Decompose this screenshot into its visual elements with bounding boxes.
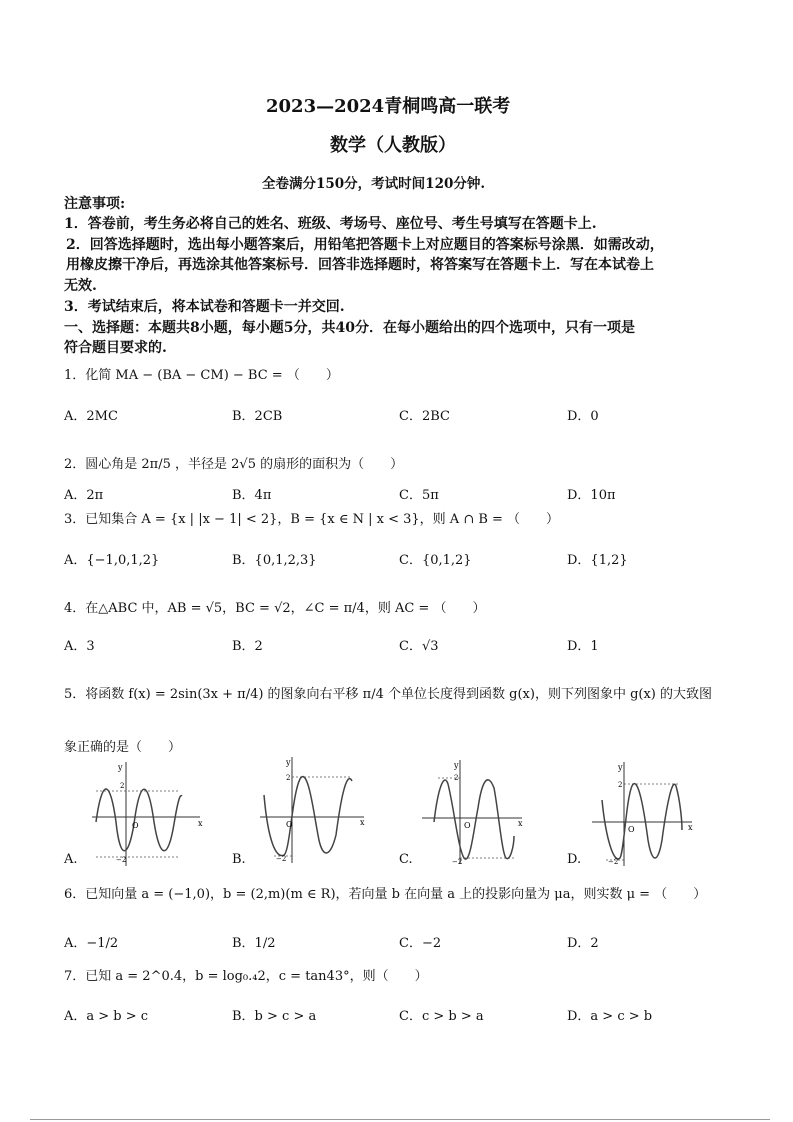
- q1-option-a[interactable]: A．2MC: [64, 409, 118, 424]
- origin-label: O: [464, 821, 471, 830]
- q7-option-a[interactable]: A．a > b > c: [64, 1009, 149, 1024]
- q3-option-c[interactable]: C．{0,1,2}: [399, 553, 472, 568]
- q6-option-b[interactable]: B．1/2: [232, 936, 276, 951]
- q3-stem: 3．已知集合 A = {x | |x − 1| < 2}，B = {x ∈ N | x < 3}，则 A ∩ B = （ ）: [64, 512, 560, 527]
- q2-option-a[interactable]: A．2π: [64, 488, 104, 503]
- ymax-label: 2: [454, 774, 459, 782]
- q5-stem-line-1: 5．将函数 f(x) = 2sin(3x + π/4) 的图象向右平移 π/4 个单位长度得到函数 g(x)，则下列图象中 g(x) 的大致图: [64, 687, 713, 702]
- q2-option-d[interactable]: D．10π: [567, 488, 616, 503]
- q5-graph-c: [418, 758, 538, 868]
- ymax-label: 2: [618, 781, 623, 789]
- origin-label: O: [132, 821, 139, 830]
- q1-option-d[interactable]: D．0: [567, 409, 599, 424]
- q7-stem: 7．已知 a = 2^0.4，b = log₀.₄2，c = tan43°，则（ ）: [64, 969, 428, 984]
- ymin-label: −2: [116, 856, 127, 864]
- q4-option-a[interactable]: A．3: [64, 639, 95, 654]
- q2-stem: 2．圆心角是 2π/5 ，半径是 2√5 的扇形的面积为（ ）: [64, 457, 404, 472]
- q1-option-b[interactable]: B．2CB: [232, 409, 283, 424]
- ymin-label: −2: [276, 855, 287, 863]
- note-2-line-2: 用橡皮擦干净后，再选涂其他答案标号．回答非选择题时，将答案写在答题卡上．写在本试卷上: [66, 257, 654, 273]
- q1-option-c[interactable]: C．2BC: [399, 409, 450, 424]
- q4-option-c[interactable]: C．√3: [399, 639, 439, 654]
- q5-option-a[interactable]: A.: [64, 852, 78, 867]
- section-heading-line-1: 一、选择题：本题共8小题，每小题5分，共40分．在每小题给出的四个选项中，只有一项是: [64, 320, 635, 336]
- q7-option-b[interactable]: B．b > c > a: [232, 1009, 317, 1024]
- x-label: x: [198, 819, 203, 828]
- y-label: y: [118, 763, 123, 772]
- q5-graph-a: [88, 760, 208, 870]
- q7-option-d[interactable]: D．a > c > b: [567, 1009, 653, 1024]
- ymax-label: 2: [286, 774, 291, 782]
- y-label: y: [286, 758, 291, 767]
- q6-stem: 6．已知向量 a = (−1,0)，b = (2,m)(m ∈ R)，若向量 b 在向量 a 上的投影向量为 μa，则实数 μ = （ ）: [64, 887, 707, 902]
- note-2-line-3: 无效.: [64, 278, 97, 294]
- curve: [602, 784, 682, 859]
- q6-option-d[interactable]: D．2: [567, 936, 599, 951]
- q3-option-d[interactable]: D．{1,2}: [567, 553, 628, 568]
- q5-graph-b: [256, 755, 376, 865]
- q2-option-c[interactable]: C．5π: [399, 488, 439, 503]
- q4-option-d[interactable]: D．1: [567, 639, 599, 654]
- exam-meta: 全卷满分150分，考试时间120分钟.: [262, 176, 486, 192]
- notes-heading: 注意事项:: [64, 196, 126, 212]
- q5-option-d[interactable]: D.: [567, 852, 582, 867]
- ymin-label: −2: [452, 858, 463, 866]
- note-1: 1．答卷前，考生务必将自己的姓名、班级、考场号、座位号、考生号填写在答题卡上.: [64, 216, 597, 232]
- q1-stem: 1．化简 MA − (BA − CM) − BC = （ ）: [64, 368, 339, 383]
- exam-title: 2023—2024青桐鸣高一联考: [266, 96, 511, 117]
- q7-option-c[interactable]: C．c > b > a: [399, 1009, 484, 1024]
- q4-stem: 4．在△ABC 中，AB = √5，BC = √2，∠C = π/4，则 AC = （ ）: [64, 601, 486, 616]
- q6-option-c[interactable]: C．−2: [399, 936, 442, 951]
- q3-option-a[interactable]: A．{−1,0,1,2}: [64, 553, 160, 568]
- subject-title: 数学（人教版）: [330, 135, 456, 156]
- curve: [264, 777, 352, 856]
- curve: [96, 789, 182, 851]
- section-heading-line-2: 符合题目要求的.: [64, 340, 167, 356]
- ymax-label: 2: [120, 782, 125, 790]
- q5-graph-d: [588, 760, 708, 870]
- q5-option-b[interactable]: B.: [232, 852, 246, 867]
- note-3: 3．考试结束后，将本试卷和答题卡一并交回.: [64, 299, 345, 315]
- note-2-line-1: 2．回答选择题时，选出每小题答案后，用铅笔把答题卡上对应题目的答案标号涂黑．如需改动，: [66, 237, 664, 253]
- origin-label: O: [628, 825, 635, 834]
- origin-label: O: [286, 820, 293, 829]
- y-label: y: [454, 761, 459, 770]
- x-label: x: [360, 818, 365, 827]
- q6-option-a[interactable]: A．−1/2: [64, 936, 119, 951]
- curve: [434, 780, 514, 859]
- page-bottom-rule: [30, 1119, 770, 1120]
- q5-stem-line-2: 象正确的是（ ）: [64, 740, 182, 755]
- x-label: x: [518, 819, 523, 828]
- y-label: y: [618, 763, 623, 772]
- x-label: x: [688, 823, 693, 832]
- q3-option-b[interactable]: B．{0,1,2,3}: [232, 553, 317, 568]
- q4-option-b[interactable]: B．2: [232, 639, 263, 654]
- q2-option-b[interactable]: B．4π: [232, 488, 272, 503]
- ymin-label: −2: [608, 858, 619, 866]
- q5-option-c[interactable]: C.: [399, 852, 413, 867]
